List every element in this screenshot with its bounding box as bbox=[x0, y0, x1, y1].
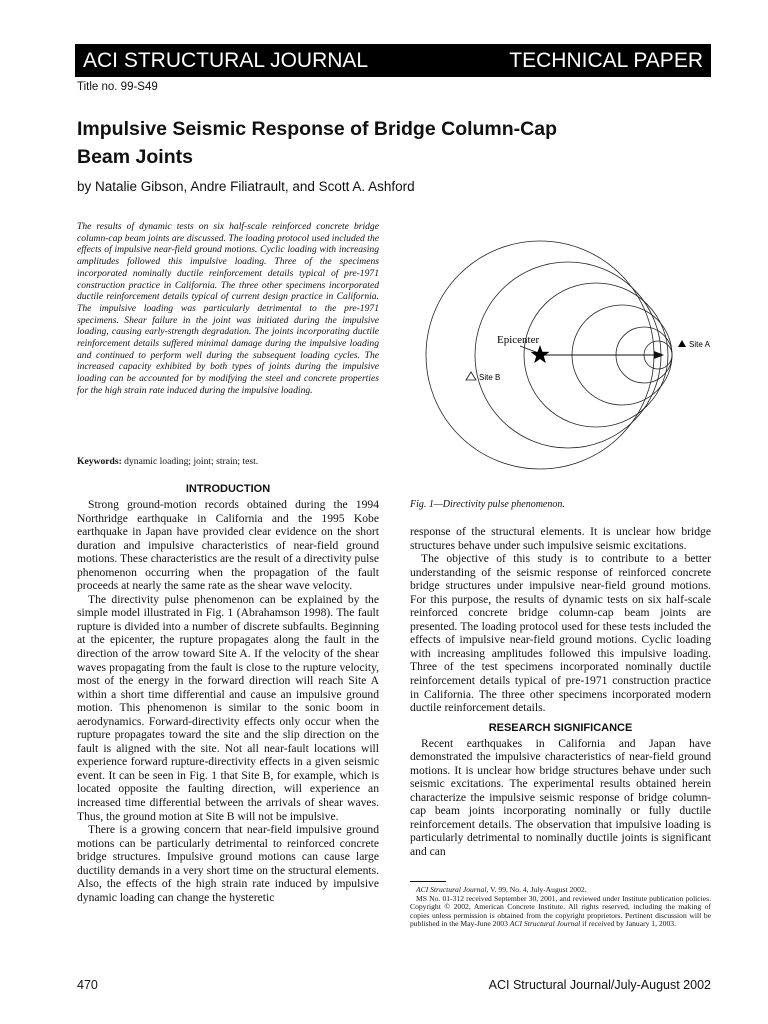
footnote-ms-info: MS No. 01-312 received September 30, 2001, and reviewed under Institute publication policies. Copyright © 2002, American Concrete Institute. All rights reserved, including the making of copies unless permission is obtained from the copyright proprietors. Pertinent discussion will be published in the May-June 2003 bbox=[410, 893, 711, 929]
author-list: by Natalie Gibson, Andre Filiatrault, and Scott A. Ashford bbox=[77, 179, 415, 194]
intro-paragraph-3: There is a growing concern that near-field impulsive ground motions can be particularly detrimental to reinforced concrete bridge structures. Impulsive ground motions can cause large ductility demands in a very short time on the structural elements. Also, the effects of the high strain rate induced by impulsive dynamic loading can change the hysteretic bbox=[77, 823, 379, 904]
right-paragraph-2: The objective of this study is to contribute to a better understanding of the seismic response of reinforced concrete bridge structures under impulsive near-field ground motions. For this purpose, the results of dynamic tests on six half-scale reinforced concrete bridge column-cap beam joints are presented. The loading protocol used for these tests included the effects of impulsive near-field ground motions. Cyclic loading with increasing amplitudes followed this impulsive loading. Three of the test specimens incorporated nominally ductile reinforcement details typical of pre-1971 construction practice in California. The three other specimens incorporated modern ductile reinforcement details. bbox=[410, 552, 711, 715]
research-paragraph-1: Recent earthquakes in California and Japan have demonstrated the impulsive characteristics of near-field ground motions. It is unclear how bridge structures behave under such seismic excitations. The experimental results obtained herein characterize the impulsive seismic response of bridge column-cap beam joints incorporating nominally or fully ductile reinforcement details. The observation that impulsive loading is particularly detrimental to nominally ductile joints is significant and can bbox=[410, 736, 711, 859]
keywords bbox=[77, 456, 379, 467]
epicenter-label: Epicenter bbox=[497, 334, 540, 346]
abstract: The results of dynamic tests on six half-scale reinforced concrete bridge column-cap beam joints are discussed. The loading protocol used included the effects of impulsive near-field ground motions. Cyclic loading with increasing amplitudes followed this impulsive loading. Three of the specimens incorporated nominally ductile reinforcement details typical of pre-1971 construction practice in California. The three other specimens incorporated ductile reinforcement details typical of current design practice in California. The impulsive loading was particularly detrimental to the pre-1971 specimens. Shear failure in the joint was initiated during the impulsive loading, causing early-strength degradation. The joints incorporating ductile reinforcement details suffered minimal damage during the impulsive loading and continued to perform well during the subsequent loading cycles. The increased capacity exhibited by both types of joints during the impulsive loading can be accounted for by modifying the steel and concrete properties for the high strain rate induced during the impulsive loading. bbox=[77, 221, 379, 396]
footnote-deadline: if received by January 1, 2003. bbox=[582, 919, 676, 929]
site-b-label: Site B bbox=[479, 373, 501, 382]
intro-paragraph-2: The directivity pulse phenomenon can be explained by the simple model illustrated in Fig. 1 (Abrahamson 1998). The fault rupture is divided into a number of discrete subfaults. Beginning at the epicenter, the rupture propagates along the fault in the direction of the arrow toward Site A. If the velocity of the shear waves propagating from the fault is close to the rupture velocity, most of the energy in the forward direction will reach Site A within a short time differential and cause an impulsive ground motion. This phenomenon is similar to the sonic boom in aerodynamics. Forward-directivity effects only occur when the rupture propagates toward the site and the slip direction on the fault is aligned with the site. Not all near-fault locations will experience forward rupture-directivity effects in a given seismic event. It can be seen in Fig. 1 that Site B, for example, which is located opposite the faulting direction, will experience an increased time differential between the arrivals of shear waves. Thus, the ground motion at Site B will not be impulsive. bbox=[77, 592, 379, 823]
keywords-text: dynamic loading; joint; strain; test. bbox=[124, 456, 259, 467]
site-a-triangle-icon bbox=[678, 340, 686, 347]
figure-caption: Fig. 1—Directivity pulse phenomenon. bbox=[410, 499, 565, 510]
site-b-triangle-icon bbox=[466, 372, 476, 380]
rupture-direction-arrow bbox=[654, 351, 664, 359]
footnote-rule bbox=[410, 881, 446, 882]
footnote-journal-2: ACI Structural Journal bbox=[509, 919, 581, 929]
introduction-heading: INTRODUCTION bbox=[185, 483, 271, 495]
left-column bbox=[77, 482, 379, 904]
paper-type: TECHNICAL PAPER bbox=[509, 49, 703, 72]
paper-title-line-1: Impulsive Seismic Response of Bridge Column-Cap bbox=[77, 118, 558, 140]
directivity-figure bbox=[410, 216, 711, 486]
paper-title bbox=[77, 115, 697, 171]
journal-name: ACI STRUCTURAL JOURNAL bbox=[83, 49, 369, 72]
right-column bbox=[410, 525, 711, 859]
journal-banner bbox=[75, 44, 711, 77]
research-significance-heading: RESEARCH SIGNIFICANCE bbox=[488, 721, 633, 734]
title-number: Title no. 99-S49 bbox=[77, 81, 158, 93]
journal-issue: ACI Structural Journal/July-August 2002 bbox=[488, 978, 711, 992]
keywords-label: Keywords: bbox=[77, 456, 122, 467]
footnote-issue: , V. 99, No. 4, July-August 2002. bbox=[486, 885, 587, 894]
footnote-journal: ACI Structural Journal bbox=[416, 885, 487, 894]
epicenter-leader-line bbox=[520, 346, 536, 352]
site-a-label: Site A bbox=[689, 340, 710, 349]
paper-title-line-2: Beam Joints bbox=[77, 146, 193, 168]
page-number: 470 bbox=[77, 978, 98, 992]
intro-paragraph-1: Strong ground-motion records obtained during the 1994 Northridge earthquake in California and the 1995 Kobe earthquake in Japan have provided clear evidence on the short duration and impulsive characteristics of near-field ground motions. These characteristics are the result of a directivity pulse phenomenon occurring when the propagation of the fault proceeds at nearly the same rate as the shear wave velocity. bbox=[77, 498, 379, 593]
right-paragraph-1: response of the structural elements. It is unclear how bridge structures behave under such impulsive seismic excitations. bbox=[410, 525, 711, 552]
epicenter-star-icon bbox=[531, 345, 550, 363]
footnote bbox=[410, 881, 711, 929]
